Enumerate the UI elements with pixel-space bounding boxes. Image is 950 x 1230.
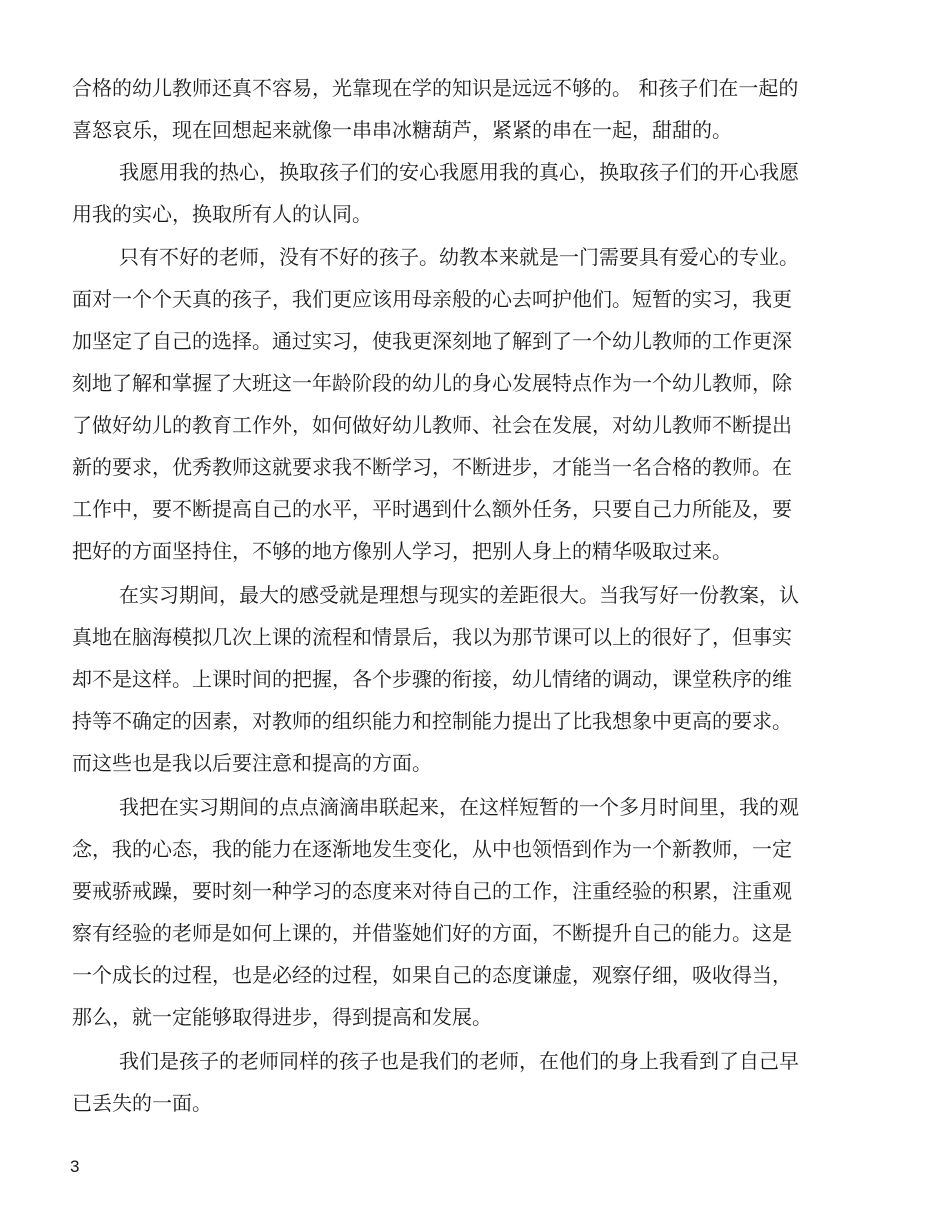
text-line: 把好的方面坚持住，不够的地方像别人学习，把别人身上的精华吸取过来。 [72,539,732,563]
text-line: 我们是孩子的老师同样的孩子也是我们的老师，在他们的身上我看到了自己早 [119,1049,799,1073]
text-line: 刻地了解和掌握了大班这一年龄阶段的幼儿的身心发展特点作为一个幼儿教师，除 [72,371,792,395]
text-line: 在实习期间，最大的感受就是理想与现实的差距很大。当我写好一份教案，认 [119,583,799,607]
text-line: 持等不确定的因素，对教师的组织能力和控制能力提出了比我想象中更高的要求。 [72,709,792,733]
text-line: 真地在脑海模拟几次上课的流程和情景后，我以为那节课可以上的很好了，但事实 [72,625,792,649]
text-line: 用我的实心，换取所有人的认同。 [72,202,372,226]
text-line: 只有不好的老师，没有不好的孩子。幼教本来就是一门需要具有爱心的专业。 [119,245,799,269]
text-line: 已丢失的一面。 [72,1091,212,1115]
text-line: 一个成长的过程，也是必经的过程，如果自己的态度谦虚，观察仔细，吸收得当， [72,963,792,987]
text-line: 察有经验的老师是如何上课的，并借鉴她们好的方面，不断提升自己的能力。这是 [72,921,792,945]
page-number: 3 [70,1157,80,1176]
text-line: 新的要求，优秀教师这就要求我不断学习，不断进步，才能当一名合格的教师。在 [72,455,792,479]
text-line: 合格的幼儿教师还真不容易，光靠现在学的知识是远远不够的。 和孩子们在一起的 [72,76,799,100]
text-line: 却不是这样。上课时间的把握，各个步骤的衔接，幼儿情绪的调动，课堂秩序的维 [72,667,792,691]
text-line: 工作中，要不断提高自己的水平，平时遇到什么额外任务，只要自己力所能及，要 [72,497,792,521]
text-line: 要戒骄戒躁，要时刻一种学习的态度来对待自己的工作，注重经验的积累，注重观 [72,879,792,903]
text-line: 了做好幼儿的教育工作外，如何做好幼儿教师、社会在发展，对幼儿教师不断提出 [72,413,792,437]
text-line: 加坚定了自己的选择。通过实习，使我更深刻地了解到了一个幼儿教师的工作更深 [72,329,792,353]
text-line: 而这些也是我以后要注意和提高的方面。 [72,751,432,775]
text-line: 那么，就一定能够取得进步，得到提高和发展。 [72,1005,492,1029]
text-line: 喜怒哀乐，现在回想起来就像一串串冰糖葫芦，紧紧的串在一起，甜甜的。 [72,118,732,142]
text-line: 我愿用我的热心，换取孩子们的安心我愿用我的真心，换取孩子们的开心我愿 [119,160,799,184]
text-line: 念，我的心态，我的能力在逐渐地发生变化，从中也领悟到作为一个新教师，一定 [72,837,792,861]
text-line: 面对一个个天真的孩子，我们更应该用母亲般的心去呵护他们。短暂的实习，我更 [72,287,792,311]
text-line: 我把在实习期间的点点滴滴串联起来，在这样短暂的一个多月时间里，我的观 [119,795,799,819]
